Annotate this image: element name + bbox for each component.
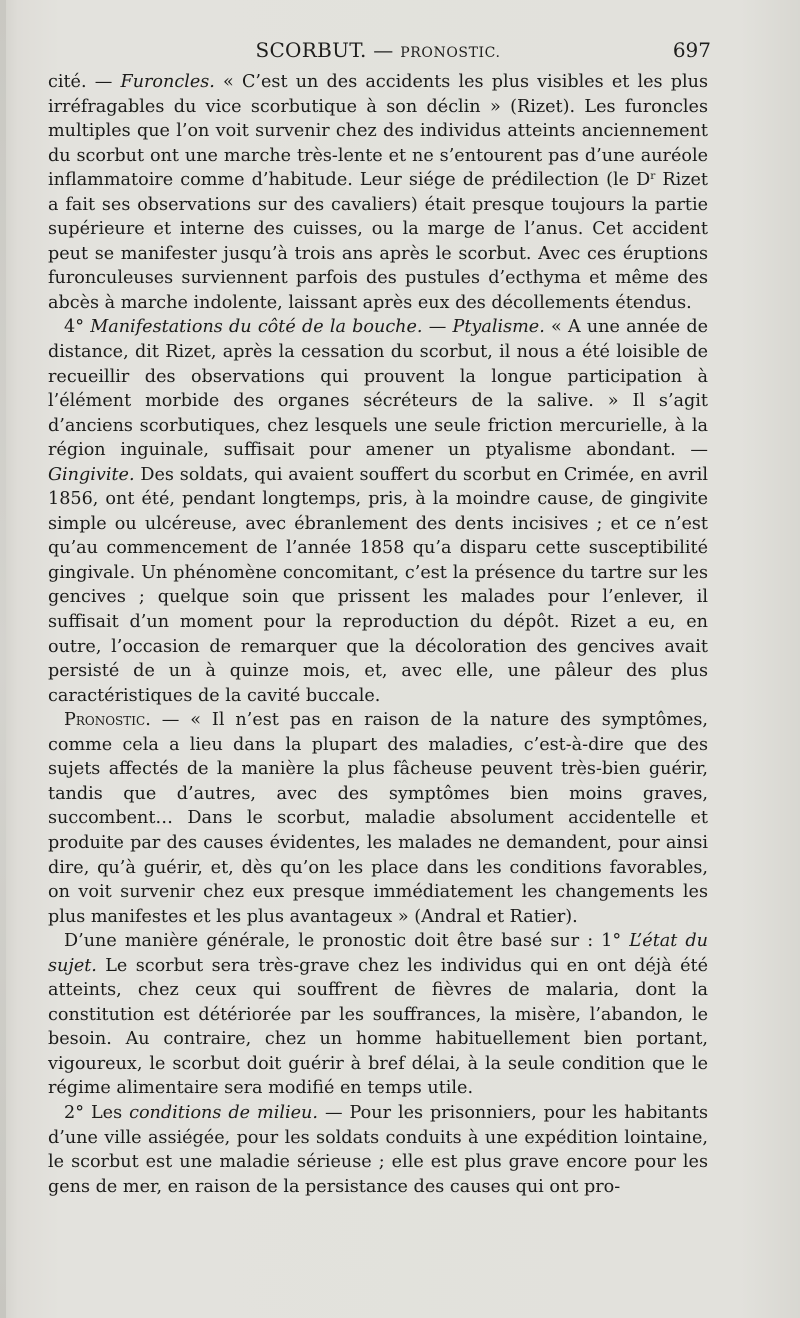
text-run: Des soldats, qui avaient souffert du scorbut en Crimée, en avril 1856, ont été, pendant longtemps, pris, à la moindre cause, de gingivite simple ou ulcéreuse, avec ébranlement des dents incisives ; et ce n’est qu’au commencement de l’année 1858 qu’a disparu cette susceptibilité gingivale. Un phénomène concomitant, c’est la présence du tartre sur les gencives ; quelque soin que prissent les malades pour l’enlever, il suffisait d’un moment pour la reproduction du dépôt. Rizet a eu, en outre, l’occasion de remarquer que la décoloration des gencives avait persisté de un à quinze mois, et, avec elle, une pâleur des plus caractéristiques de la cavité buccale. — [48, 464, 708, 706]
page-edge-shadow — [0, 0, 6, 1318]
text-run: r — [650, 170, 656, 183]
paragraph-conditions-de-milieu — [48, 1101, 708, 1199]
text-run: Rizet a fait ses observations sur des cavaliers) était presque toujours la partie supérieure et interne des cuisses, ou la marge de l’anus. Cet accident peut se manifester jusqu’à trois ans après le scorbut. Avec ces éruptions furonculeuses surviennent parfois des pustules d’ecthyma et même des abcès à marche indolente, laissant après eux des décollements étendus. — [48, 170, 708, 313]
text-run: L’état du sujet. — [48, 931, 708, 976]
text-run: « A une année de distance, dit Rizet, après la cessation du scorbut, il nous a été loisible de recueillir des observations qui prouvent la longue participation à l’élément morbide des organes sécréteurs de la salive. » Il s’agit d’anciens scorbutiques, chez lesquels une seule friction mercurielle, à la région inguinale, suffisait pour amener un ptyalisme abondant. — — [48, 317, 708, 461]
body-text — [48, 70, 708, 1199]
text-run: 2° Les — [64, 1102, 130, 1123]
page-number: 697 — [672, 38, 711, 62]
text-run: D’une manière générale, le pronostic doit être basé sur : 1° — [64, 931, 630, 952]
text-run: — « Il n’est pas en raison de la nature des symptômes, comme cela a lieu dans la plupart des maladies, c’est-à-dire que des sujets affectés de la manière la plus fâcheuse peuvent très-bien guérir, tandis que d’autres, avec des symptômes bien moins graves, succombent… Dans le scorbut, maladie absolument accidentelle et produite par des causes évidentes, les malades ne demandent, pour ainsi dire, qu’à guérir, et, dès qu’on les place dans les conditions favorables, on voit survenir chez eux presque immédiatement les changements les plus manifestes et les plus avantageux » (Andral et Ratier). — [48, 710, 708, 927]
running-head-main: SCORBUT. — — [255, 38, 394, 62]
text-run: — Pour les prisonniers, pour les habitants d’une ville assiégée, pour les soldats conduits à une expédition lointaine, le scorbut est une maladie sérieuse ; elle est plus grave encore pour les gens de mer, en raison de la persistance des causes qui ont pro- — [48, 1102, 708, 1197]
text-run: Gingivite. — [48, 464, 135, 485]
text-run: Le scorbut sera très-grave chez les individus qui en ont déjà été atteints, chez ceux qui souffrent de fièvres de malaria, dont la constitution est détériorée par les souffrances, la misère, l’abandon, le besoin. Au contraire, chez un homme habituellement bien portant, vigoureux, le scorbut doit guérir à bref délai, à la seule condition que le régime alimentaire sera modifié en temps utile. — [48, 955, 708, 1099]
text-run: « C’est un des accidents les plus visibles et les plus irréfragables du vice scorbutique à son déclin » (Rizet). Les furoncles multiples que l’on voit survenir chez des individus atteints anciennement du scorbut ont une marche très-lente et ne s’entourent pas d’une auréole inflammatoire comme d’habitude. Leur siége de prédilection (le D — [48, 72, 708, 191]
text-run: conditions de milieu. — [129, 1102, 318, 1123]
text-run: Furoncles. — [120, 72, 215, 92]
text-run: Pronostic. — [64, 710, 151, 731]
text-run: 4° — [64, 317, 91, 338]
running-head-section: PRONOSTIC. — [400, 45, 501, 61]
paragraph-pronostic — [48, 708, 708, 929]
paragraph-etat-du-sujet — [48, 929, 708, 1101]
paragraph-furoncles — [48, 70, 708, 315]
page-header — [48, 38, 711, 68]
running-head — [48, 38, 708, 62]
text-run: Manifestations du côté de la bouche. — Ptyalisme. — [90, 317, 545, 338]
text-run: cité. — — [48, 72, 121, 92]
paragraph-bouche — [48, 315, 708, 708]
